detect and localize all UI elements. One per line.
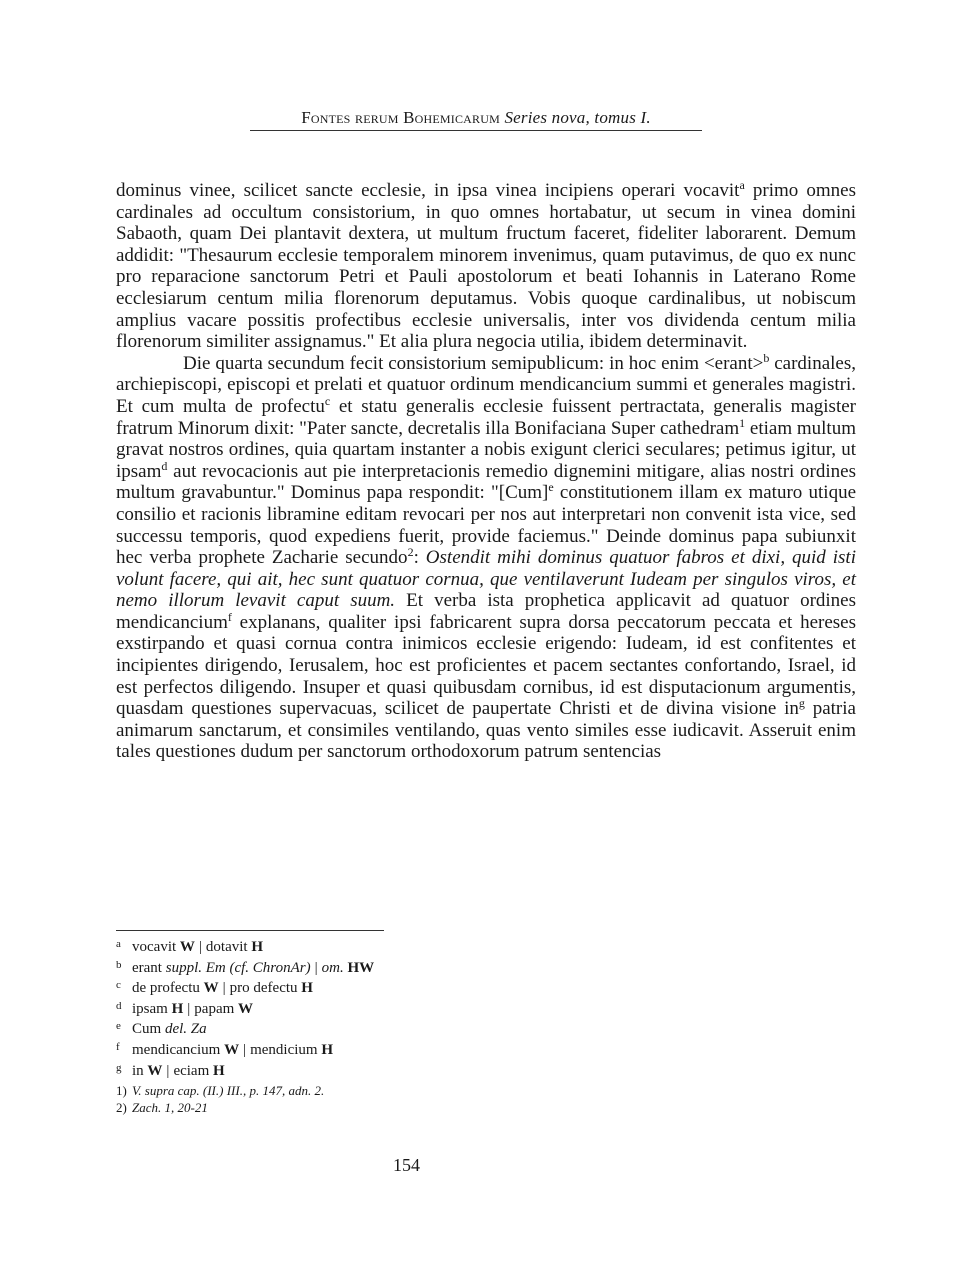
reading: eciam	[173, 1062, 213, 1079]
text-run: dominus vinee, scilicet sancte ecclesie, in ipsa vinea incipiens operari vocavit	[116, 180, 740, 201]
footnote-reference: d	[161, 458, 168, 473]
footnote-reference: b	[763, 350, 770, 365]
variant-separator: |	[166, 1062, 170, 1079]
reading: mendicium	[250, 1041, 322, 1058]
footnote-mark: g	[116, 1061, 122, 1074]
running-header	[250, 108, 702, 131]
footnote-reference: 2	[407, 545, 414, 560]
series-title: Fontes rerum Bohemicarum	[301, 108, 500, 127]
footnote-textual	[116, 938, 616, 959]
manuscript-siglum: H	[171, 1000, 184, 1017]
quotation: Ostendit mihi dominus quatuor fabros et dixi, quid isti volunt facere, qui ait, hec sunt quatuor cornua, que ventilaverunt Iudeam per singulos viros, et nemo illorum levavit caput suum.	[116, 547, 856, 612]
paragraph	[116, 180, 856, 353]
paragraph	[116, 350, 856, 763]
text-run: Et verba ista prophetica applicavit ad quatuor ordines mendicancium	[116, 590, 856, 633]
reading: mendicancium	[132, 1041, 225, 1058]
footnote-number: 2)	[116, 1100, 127, 1116]
footnote-reference: f	[227, 609, 232, 624]
manuscript-siglum: W	[224, 1041, 240, 1058]
manuscript-siglum: H	[301, 980, 313, 997]
reading: ipsam	[132, 1000, 172, 1017]
reading: de profectu	[132, 980, 204, 997]
footnote-reference: c	[324, 393, 331, 408]
text-run: cardinales, archiepiscopi, episcopi et prelati et quatuor ordinum mendicancium summi et generales magistri. Et cum multa de profectu	[116, 352, 856, 417]
footnote-content	[132, 938, 263, 958]
text-run: constitutionem illam ex maturo utique consilio et racionis libramine editam revocari per nos aut interpretari non convenit ista vice, sed successu temporis, quod expediens fuerit, provide faciemus." Deinde dominus papa subiunxit hec verba prophete Zacharie secundo	[116, 482, 856, 569]
source-reference: V. supra cap. (II.) III., p. 147, adn. 2.	[132, 1083, 325, 1099]
reading: Cum	[132, 1021, 165, 1038]
variant-separator: |	[314, 959, 318, 976]
footnote-content	[132, 979, 313, 999]
footnote-content	[132, 1020, 207, 1040]
footnote-source	[116, 1082, 616, 1099]
footnote-content	[132, 1041, 333, 1061]
footnote-textual	[116, 979, 616, 1000]
source-reference: Zach. 1, 20-21	[132, 1100, 208, 1116]
variant-separator: |	[243, 1041, 247, 1058]
footnote-textual	[116, 1041, 616, 1062]
editorial-note: suppl. Em (cf. ChronAr)	[165, 959, 311, 976]
manuscript-siglum: H	[251, 939, 264, 955]
reading: in	[132, 1062, 148, 1079]
footnote-mark: c	[116, 979, 121, 992]
reading: dotavit	[205, 939, 252, 955]
footnote-reference: e	[548, 480, 554, 495]
footnote-textual	[116, 1000, 616, 1021]
reading: erant	[132, 959, 166, 976]
editorial-note: del. Za	[164, 1021, 207, 1038]
main-text	[116, 180, 856, 763]
variant-separator: |	[187, 1000, 191, 1017]
series-subtitle: Series nova, tomus I.	[504, 108, 651, 127]
text-run: et statu generalis ecclesie fuissent pertractata, generalis magister fratrum Minorum dixit: "Pater sancte, decretalis illa Bonifaciana Super cathedram	[116, 395, 856, 439]
reading: papam	[194, 1000, 239, 1017]
editorial-note: om.	[321, 959, 344, 976]
footnote-textual	[116, 959, 616, 980]
footnote-separator	[116, 930, 384, 931]
footnote-mark: b	[116, 958, 122, 971]
manuscript-siglum: H	[213, 1062, 225, 1079]
text-run: aut revocacionis aut pie interpretacionis remedio dignemini mitigare, alias nostri ordines multum gravabuntur." Dominus papa respondit: "[Cum]	[116, 460, 856, 504]
variant-separator: |	[198, 939, 202, 955]
footnote-reference: a	[739, 178, 745, 192]
manuscript-siglum: HW	[347, 959, 375, 976]
variant-separator: |	[222, 980, 226, 997]
footnotes	[116, 938, 616, 1116]
footnote-content	[132, 1000, 253, 1020]
manuscript-siglum: W	[203, 980, 219, 997]
manuscript-siglum: W	[147, 1062, 163, 1079]
footnote-content	[132, 1062, 225, 1082]
manuscript-siglum: W	[238, 1000, 254, 1017]
text-run: :	[413, 547, 426, 569]
reading: vocavit	[132, 939, 180, 955]
text-run: explanans, qualiter ipsi fabricarent supra dorsa peccatorum peccata et hereses exstirpando et quasi cornua contra inimicos ecclesie erigendo: Iudeam, id est confitentes et incipientes dirigendo, Ierusalem, hoc est proficientes et pacem sectantes confortando, Israel, id est perfectos diligendo. Insuper et quasi quibusdam cornibus, id est disputacionum argumentis, quasdam questiones supervacuas, scilicet de paupertate Christi et de divina visione in	[116, 611, 856, 720]
manuscript-siglum: W	[179, 939, 195, 955]
text-run: etiam multum gravat nostros ordines, quia quartam instanter a nobis exigunt clerici seculares; petimus igitur, ut ipsam	[116, 417, 856, 482]
footnote-reference: g	[798, 696, 805, 711]
text-run: Die quarta secundum fecit consistorium semipublicum: in hoc enim <erant>	[183, 352, 764, 374]
footnote-mark: a	[116, 938, 121, 950]
footnote-textual	[116, 1062, 616, 1083]
footnote-mark: d	[116, 999, 122, 1012]
text-run: patria animarum sanctarum, et consimiles ventilando, quas vento similes esse iudicavit. Asseruit enim tales questiones dudum per sanctorum orthodoxorum patrum sentencias	[116, 698, 856, 763]
footnote-mark: f	[116, 1040, 120, 1053]
footnote-reference: 1	[739, 415, 746, 430]
footnote-textual	[116, 1020, 616, 1041]
footnote-number: 1)	[116, 1083, 127, 1099]
text-run: primo omnes cardinales ad occultum consistorium, in quo omnes hortabatur, ut secum in vinea domini Sabaoth, quam Dei plantavit dextera, ut multum fructum faceret, fideliter laborarent. Demum addidit: "Thesaurum ecclesie temporalem minorem invenimus, quam putavimus, de quo ex nunc pro reparacione sanctorum Petri et Pauli apostolorum et beati Iohannis in Laterano Rome ecclesiarum centum milia florenorum deputamus. Vobis quoque cardinalibus, ut nobiscum amplius vacare possitis profectibus ecclesie universalis, inter vos dividenda centum milia florenorum similiter assignamus." Et alia plura negocia utilia, ibidem determinavit.	[116, 180, 856, 353]
footnote-content	[132, 959, 374, 979]
footnote-source	[116, 1099, 616, 1116]
manuscript-siglum: H	[321, 1041, 333, 1058]
reading: pro defectu	[229, 980, 302, 997]
page-number: 154	[393, 1155, 420, 1175]
footnote-mark: e	[116, 1020, 121, 1033]
